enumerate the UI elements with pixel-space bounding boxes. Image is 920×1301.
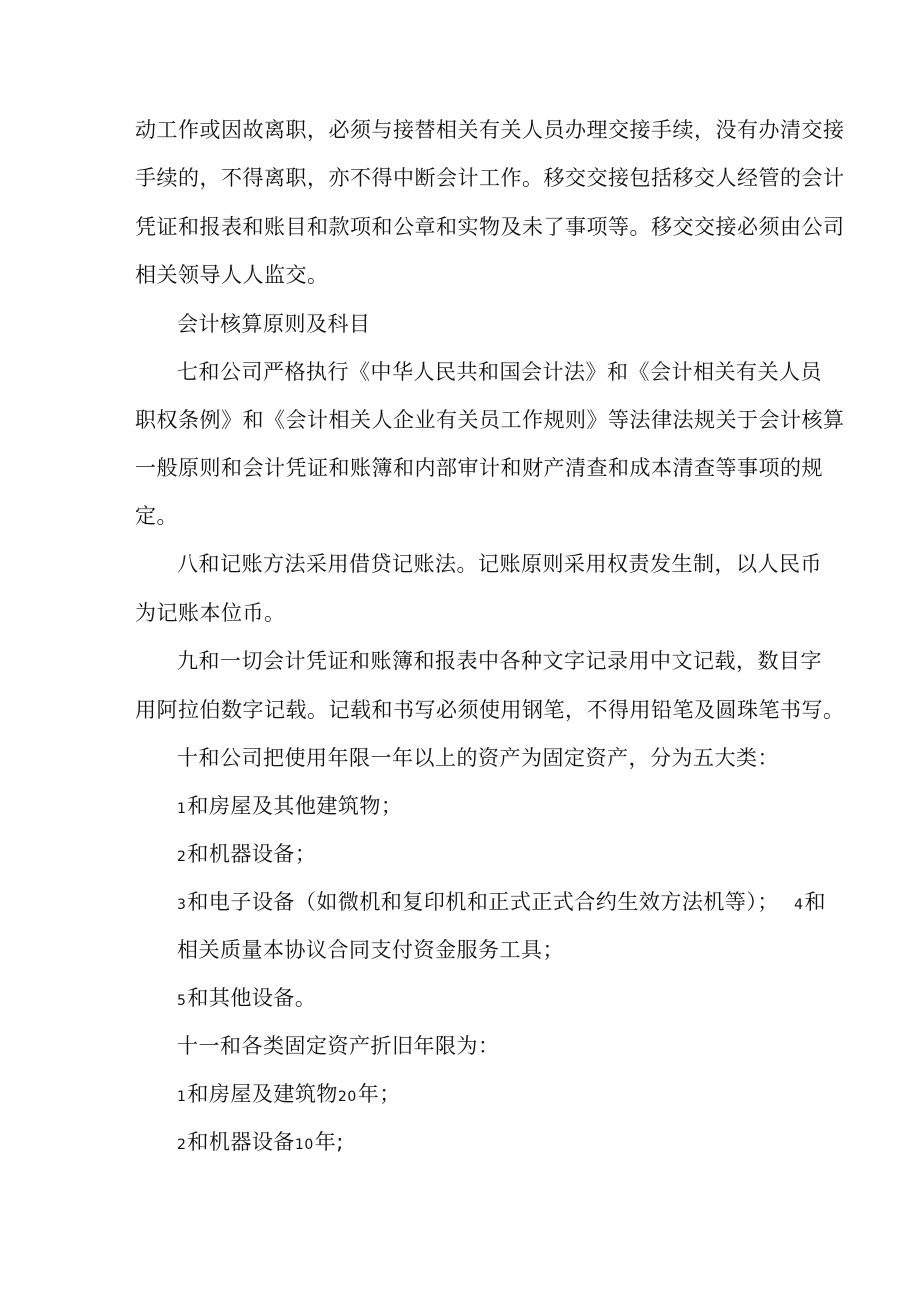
paragraph-line: 动工作或因故离职，必须与接替相关有关人员办理交接手续，没有办清交接 (135, 118, 845, 142)
paragraph-line: 手续的，不得离职，亦不得中断会计工作。移交交接包括移交人经管的会计 (135, 166, 845, 190)
paragraph-line: 八和记账方法采用借贷记账法。记账原则采用权责发生制，以人民币 (177, 552, 822, 576)
list-item-text: 和电子设备（如微机和复印机和正式正式合约生效方法机等）； (187, 890, 779, 914)
years-value: 10 (294, 1137, 314, 1153)
list-item-number: 2 (177, 849, 187, 865)
paragraph-line: 定。 (135, 504, 178, 528)
list-item-number: 1 (177, 1089, 187, 1105)
paragraph-line: 为记账本位币。 (135, 601, 286, 625)
paragraph-line: 十一和各类固定资产折旧年限为： (177, 1034, 500, 1058)
list-item-number: 3 (177, 897, 187, 913)
list-item-text: 和 (804, 890, 827, 914)
list-item-number: 4 (794, 897, 804, 913)
list-item-number: 2 (177, 1137, 187, 1153)
list-item (177, 888, 826, 919)
paragraph-line: 职权条例》和《会计相关人企业有关员工作规则》等法律法规关于会计核算 (135, 408, 845, 432)
list-item-text: 和房屋及建筑物 (187, 1082, 338, 1106)
list-item (177, 792, 402, 823)
list-item-text: 年; (314, 1130, 344, 1154)
list-item-text: 和房屋及其他建筑物； (187, 794, 403, 818)
years-value: 20 (337, 1089, 357, 1105)
list-item-text: 和其他设备。 (187, 986, 317, 1010)
paragraph-line: 凭证和报表和账目和款项和公章和实物及未了事项等。移交交接必须由公司 (135, 215, 845, 239)
list-item-number: 5 (177, 993, 187, 1009)
list-item (177, 984, 316, 1015)
list-item (177, 840, 316, 871)
paragraph-line: 九和一切会计凭证和账簿和报表中各种文字记录用中文记载，数目字 (177, 649, 822, 673)
list-item-text: 和机器设备 (187, 1130, 295, 1154)
list-item (177, 1080, 401, 1111)
paragraph-line: 一般原则和会计凭证和账簿和内部审计和财产清查和成本清查等事项的规 (135, 456, 823, 480)
list-item-number: 1 (177, 801, 187, 817)
paragraph-line: 用阿拉伯数字记载。记载和书写必须使用钢笔，不得用铅笔及圆珠笔书写。 (135, 698, 845, 722)
paragraph-line: 七和公司严格执行《中华人民共和国会计法》和《会计相关有关人员 (177, 360, 822, 384)
paragraph-line: 相关领导人人监交。 (135, 263, 329, 287)
list-item-text: 和机器设备； (187, 842, 317, 866)
list-item-continuation: 相关质量本协议合同支付资金服务工具； (177, 938, 564, 962)
paragraph-line: 十和公司把使用年限一年以上的资产为固定资产，分为五大类： (177, 746, 779, 770)
list-item-text: 年； (357, 1082, 401, 1106)
list-item (177, 1128, 344, 1159)
section-heading: 会计核算原则及科目 (177, 312, 371, 336)
